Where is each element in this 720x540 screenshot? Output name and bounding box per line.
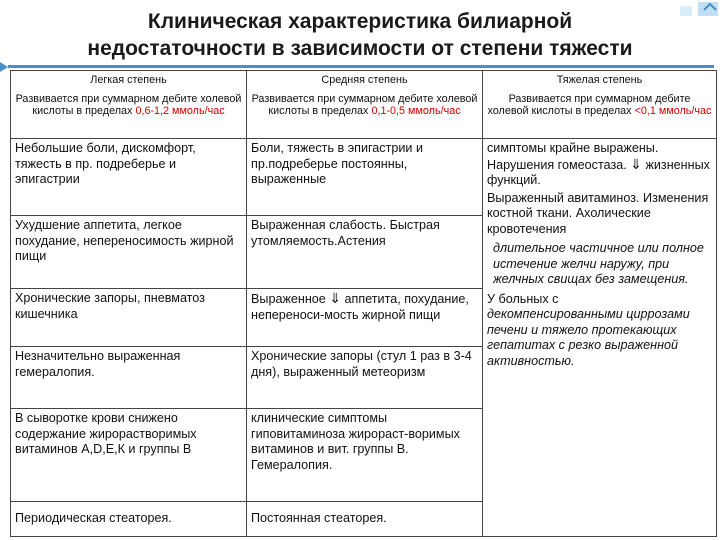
severe-p2: Выраженный авитаминоз. Изменения костной ткани. Ахолические кровотечения bbox=[487, 190, 709, 236]
header-range: 0,1-0,5 ммоль/час bbox=[371, 105, 461, 117]
cell-mild: Хронические запоры, пневматоз кишечника bbox=[11, 289, 247, 347]
cell-moderate: Постоянная стеаторея. bbox=[247, 502, 483, 537]
slide-title bbox=[0, 8, 720, 62]
cell-mild: Небольшие боли, дискомфорт, тяжесть в пр. подреберье и эпигастрии bbox=[11, 139, 247, 216]
title-divider bbox=[8, 65, 714, 68]
title-line-2: недостаточности в зависимости от степени тяжести bbox=[87, 37, 633, 60]
cell-mild: Периодическая стеаторея. bbox=[11, 502, 247, 537]
cell-mild: Незначительно выраженная гемералопия. bbox=[11, 347, 247, 409]
header-desc: Развивается при суммарном дебите холевой кислоты в пределах bbox=[15, 92, 242, 117]
header-level: Легкая степень bbox=[90, 74, 167, 86]
header-level: Средняя степень bbox=[321, 74, 408, 86]
cell-moderate: Выраженное ⇓ аппетита, похудание, непереноси-мость жирной пищи bbox=[247, 289, 483, 347]
header-desc: Развивается при суммарном дебите холевой кислоты в пределах bbox=[487, 92, 691, 117]
bullet-arrow-icon bbox=[0, 62, 8, 72]
title-line-1: Клиническая характеристика билиарной bbox=[147, 10, 573, 33]
header-mild bbox=[11, 71, 247, 139]
cell-moderate: клинические симптомы гиповитаминоза жирораст-воримых витаминов и вит. группы В. Гемералопия. bbox=[247, 409, 483, 502]
table-row bbox=[11, 139, 717, 216]
down-arrow-icon: ⇓ bbox=[329, 290, 342, 306]
header-desc: Развивается при суммарном дебите холевой кислоты в пределах bbox=[251, 92, 478, 117]
severe-p3: длительное частичное или полное истечение желчи наружу, при желчных свищах без замещения. bbox=[493, 241, 704, 286]
cell-moderate: Выраженная слабость. Быстрая утомляемость.Астения bbox=[247, 216, 483, 289]
cell-moderate: Боли, тяжесть в эпигастрии и пр.подреберье постоянны, выраженные bbox=[247, 139, 483, 216]
header-severe bbox=[483, 71, 717, 139]
severe-p4: У больных с bbox=[487, 291, 559, 306]
severe-p1: симптомы крайне выражены. Нарушения гомеостаза. ⇓ жизненных функций. bbox=[487, 141, 710, 187]
cell-moderate: Хронические запоры (стул 1 раз в 3-4 дня), выраженный метеоризм bbox=[247, 347, 483, 409]
header-moderate bbox=[247, 71, 483, 139]
header-row bbox=[11, 71, 717, 139]
cell-severe bbox=[483, 139, 717, 537]
severe-p5: декомпенсированными циррозами печени и тяжело протекающих гепатитах с резко выраженной активностью. bbox=[487, 307, 690, 368]
header-range: <0,1 ммоль/час bbox=[634, 105, 712, 117]
down-arrow-icon: ⇓ bbox=[630, 155, 642, 172]
cell-mild: Ухудшение аппетита, легкое похудание, непереносимость жирной пищи bbox=[11, 216, 247, 289]
cell-mild: В сыворотке крови снижено содержание жирорастворимых витаминов А,D,Е,К и группы В bbox=[11, 409, 247, 502]
severity-table bbox=[10, 70, 717, 537]
header-level: Тяжелая степень bbox=[556, 74, 643, 86]
header-range: 0,6-1,2 ммоль/час bbox=[135, 105, 225, 117]
